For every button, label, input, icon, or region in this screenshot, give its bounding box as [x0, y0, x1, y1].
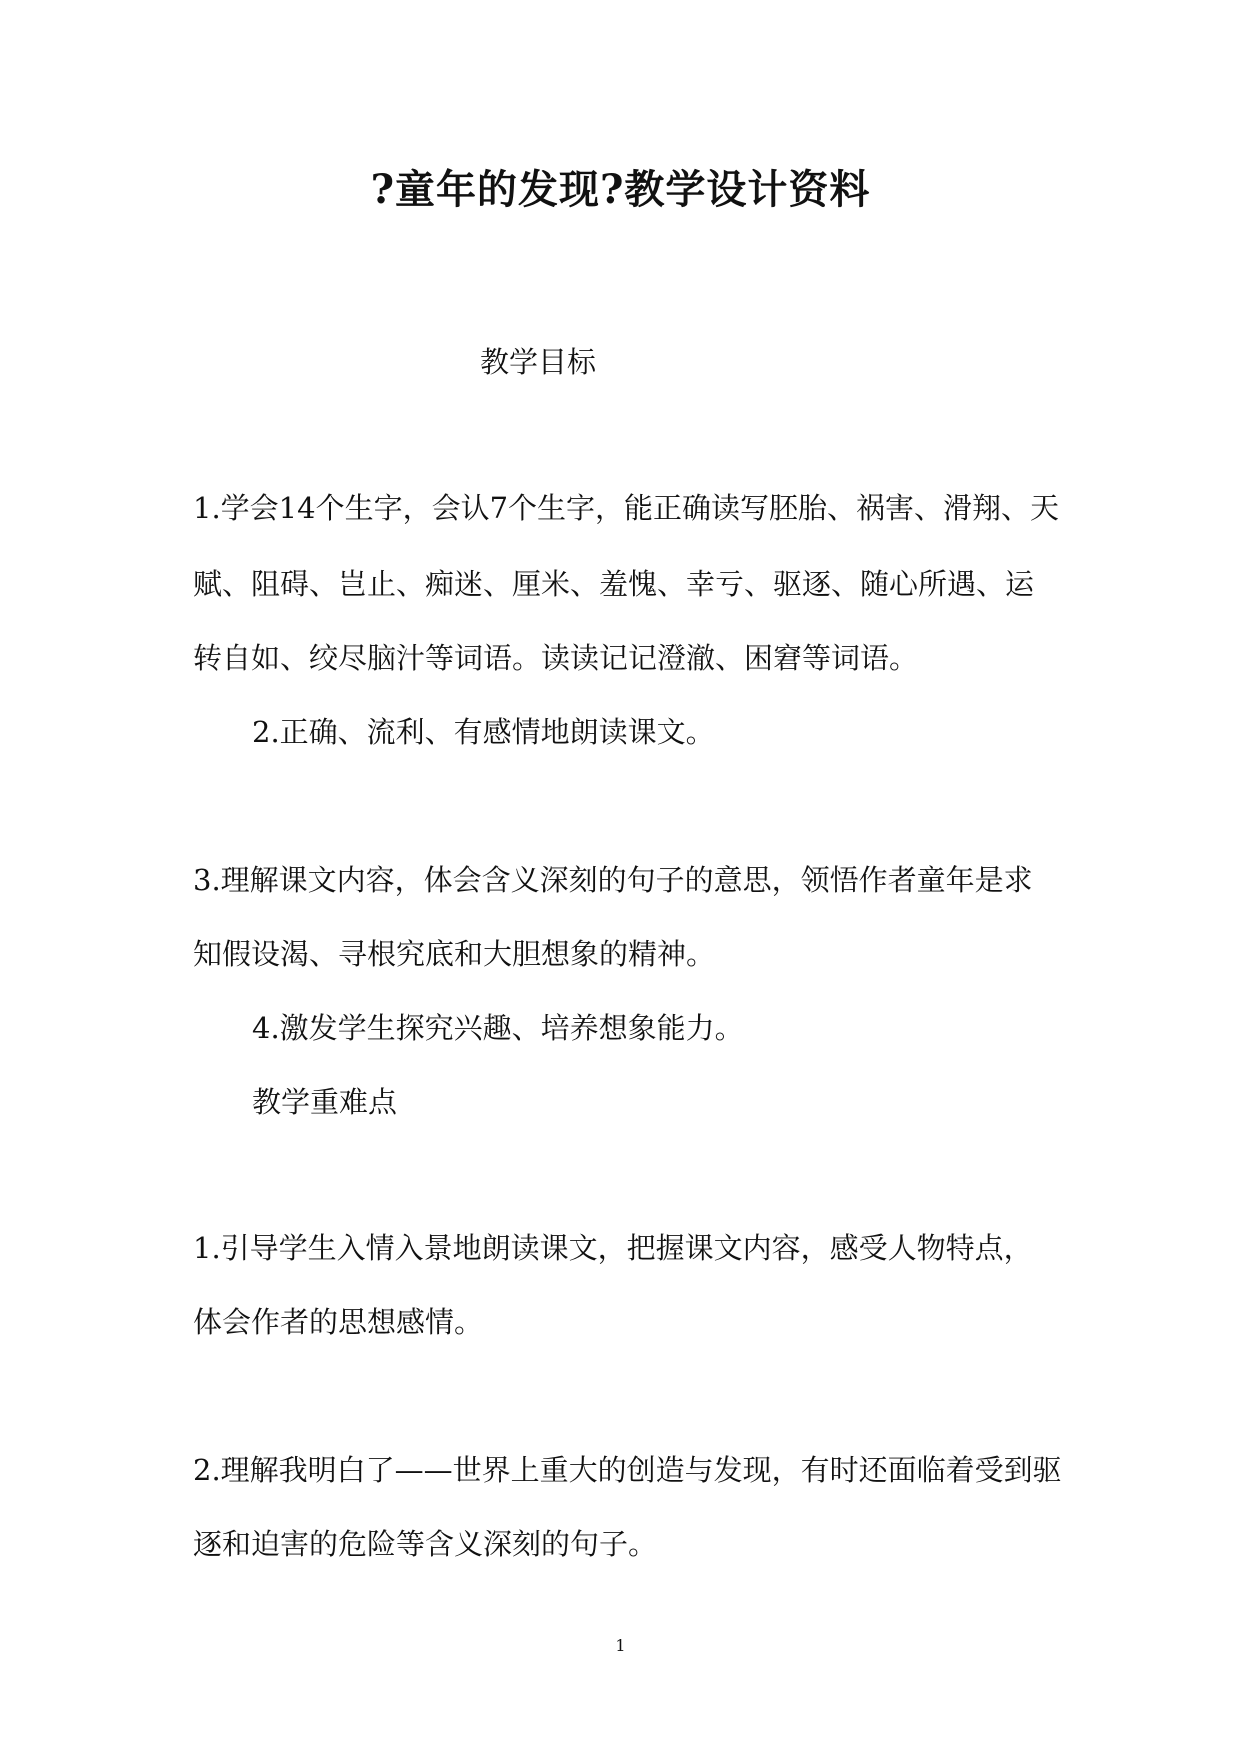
objective-1-line-2: 赋、阻碍、岂止、痴迷、厘米、羞愧、幸亏、驱逐、随心所遇、运 [193, 567, 1035, 601]
key-points-heading: 教学重难点 [252, 1085, 398, 1119]
objective-1-line-3: 转自如、绞尽脑汁等词语。读读记记澄澈、困窘等词语。 [193, 641, 919, 675]
objective-4: 4.激发学生探究兴趣、培养想象能力。 [252, 1011, 744, 1045]
key-point-2-line-2: 逐和迫害的危险等含义深刻的句子。 [193, 1527, 658, 1561]
objective-2: 2.正确、流利、有感情地朗读课文。 [252, 715, 715, 749]
objective-1-line-1: 1.学会14个生字，会认7个生字，能正确读写胚胎、祸害、滑翔、天 [193, 491, 1060, 525]
objective-3-line-1: 3.理解课文内容，体会含义深刻的句子的意思，领悟作者童年是求 [193, 863, 1033, 897]
objective-3-line-2: 知假设渴、寻根究底和大胆想象的精神。 [193, 937, 716, 971]
key-point-1-line-2: 体会作者的思想感情。 [193, 1305, 484, 1339]
document-title: ?童年的发现?教学设计资料 [370, 166, 871, 213]
objectives-heading: 教学目标 [480, 345, 597, 379]
page-number: 1 [615, 1636, 626, 1655]
key-point-1-line-1: 1.引导学生入情入景地朗读课文，把握课文内容，感受人物特点， [193, 1231, 1033, 1265]
key-point-2-line-1: 2.理解我明白了——世界上重大的创造与发现，有时还面临着受到驱 [193, 1453, 1062, 1487]
